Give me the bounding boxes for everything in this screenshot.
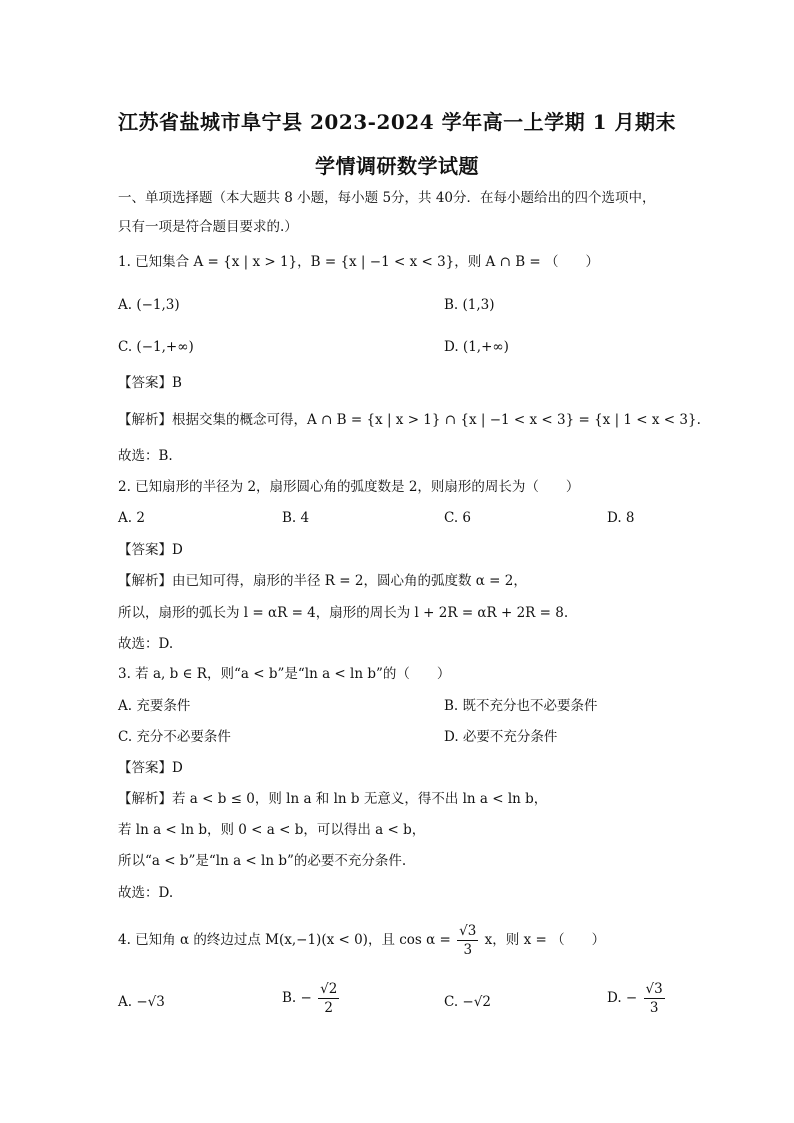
q2-conclusion: 故选：D. <box>118 636 174 652</box>
q4-option-b <box>282 978 341 1018</box>
q1-stem: 1. 已知集合 A = {x | x > 1}，B = {x | −1 < x < 3}，则 A ∩ B = （ ） <box>118 254 600 270</box>
q4-option-d-den: 3 <box>649 1000 659 1016</box>
q3-analysis-1: 【解析】若 a < b ≤ 0，则 ln a 和 ln b 无意义，得不出 ln a < ln b， <box>118 791 548 807</box>
q3-option-b: B. 既不充分也不必要条件 <box>444 698 598 714</box>
q4-option-d-fraction <box>644 980 665 1017</box>
section-heading-cont: 只有一项是符合题目要求的.） <box>118 219 298 235</box>
q4-stem <box>118 920 605 960</box>
q2-option-b: B. 4 <box>282 510 310 526</box>
q2-stem: 2. 已知扇形的半径为 2，扇形圆心角的弧度数是 2，则扇形的周长为（ ） <box>118 479 580 495</box>
q1-option-c: C. (−1,+∞) <box>118 339 194 355</box>
page-title: 江苏省盐城市阜宁县 2023-2024 学年高一上学期 1 月期末 <box>118 110 676 134</box>
q3-option-c: C. 充分不必要条件 <box>118 729 231 745</box>
q3-analysis-3: 所以“a < b”是“ln a < ln b”的必要不充分条件. <box>118 853 407 869</box>
section-heading: 一、单项选择题（本大题共 8 小题，每小题 5分，共 40分．在每小题给出的四个选项中， <box>118 190 656 206</box>
q2-option-a: A. 2 <box>118 510 145 526</box>
q4-option-b-fraction <box>318 980 339 1017</box>
q2-analysis-2: 所以，扇形的弧长为 l = αR = 4，扇形的周长为 l + 2R = αR + 2R = 8. <box>118 605 569 621</box>
q4-option-d <box>607 978 667 1018</box>
q4-option-d-num: √3 <box>645 981 663 997</box>
q1-option-b: B. (1,3) <box>444 297 495 313</box>
q4-fraction-den: 3 <box>463 942 473 958</box>
q3-option-a: A. 充要条件 <box>118 698 191 714</box>
q2-option-d: D. 8 <box>607 510 635 526</box>
q1-conclusion: 故选：B. <box>118 448 173 464</box>
q1-option-d: D. (1,+∞) <box>444 339 509 355</box>
q4-fraction-num: √3 <box>459 923 477 939</box>
q1-analysis: 【解析】根据交集的概念可得，A ∩ B = {x | x > 1} ∩ {x | −1 < x < 3} = {x | 1 < x < 3}. <box>118 412 701 428</box>
q3-analysis-2: 若 ln a < ln b，则 0 < a < b，可以得出 a < b， <box>118 822 426 838</box>
q3-answer: 【答案】D <box>118 760 183 776</box>
q4-option-c: C. −√2 <box>444 994 491 1010</box>
q4-option-b-prefix: B. − <box>282 990 312 1006</box>
q4-option-a: A. −√3 <box>118 994 165 1010</box>
q2-answer: 【答案】D <box>118 542 183 558</box>
q4-stem-post: x，则 x = （ ） <box>484 932 606 948</box>
q3-stem: 3. 若 a, b ∈ R，则“a < b”是“ln a < ln b”的（ ） <box>118 666 451 682</box>
q1-option-a: A. (−1,3) <box>118 297 180 313</box>
q3-conclusion: 故选：D. <box>118 885 174 901</box>
q4-option-b-num: √2 <box>320 981 338 997</box>
q4-option-b-den: 2 <box>324 1000 334 1016</box>
q4-stem-pre: 4. 已知角 α 的终边过点 M(x,−1)(x < 0)，且 cos α = <box>118 932 451 948</box>
q1-answer: 【答案】B <box>118 375 182 391</box>
q4-fraction <box>457 922 478 959</box>
q3-option-d: D. 必要不充分条件 <box>444 729 558 745</box>
q2-analysis-1: 【解析】由已知可得，扇形的半径 R = 2，圆心角的弧度数 α = 2， <box>118 573 527 589</box>
page-subtitle: 学情调研数学试题 <box>315 154 479 178</box>
q2-option-c: C. 6 <box>444 510 472 526</box>
q4-option-d-prefix: D. − <box>607 990 638 1006</box>
